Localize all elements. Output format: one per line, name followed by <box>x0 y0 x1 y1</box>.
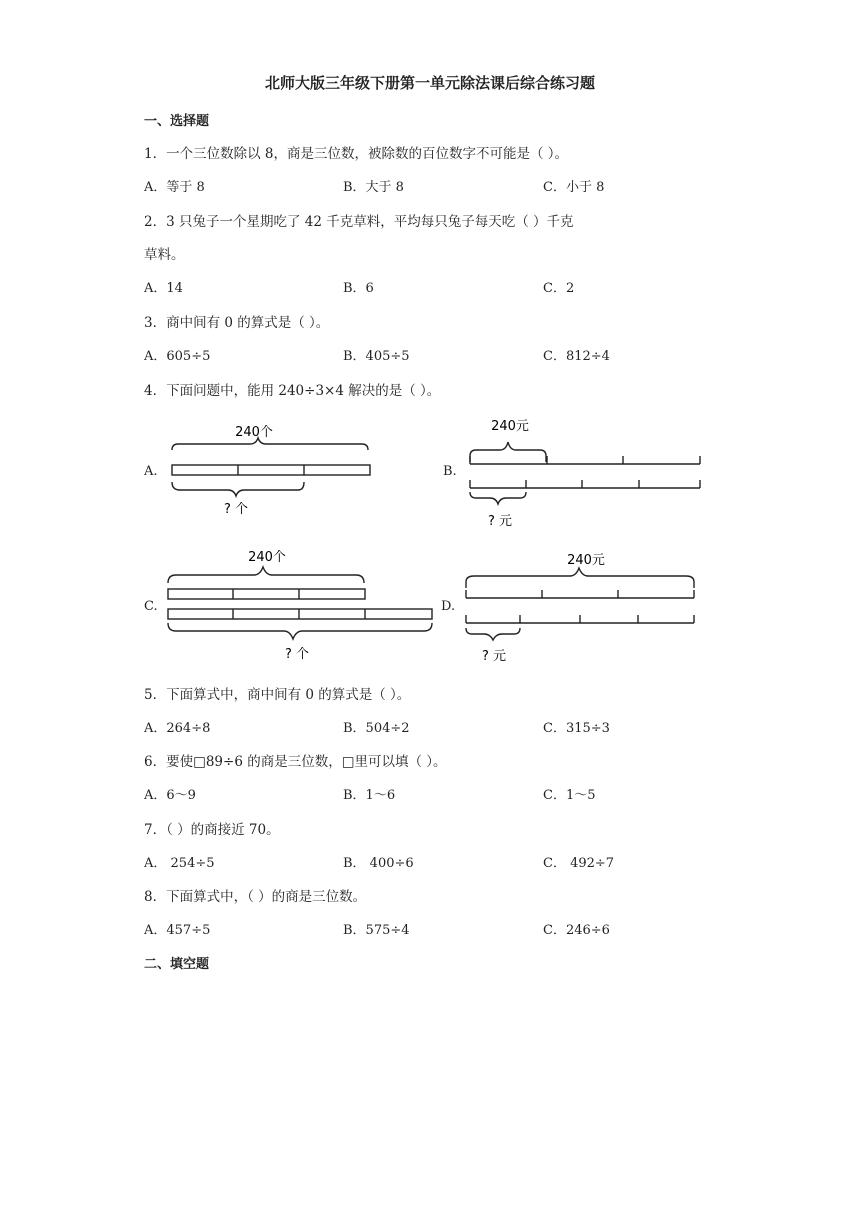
question-7-option-b[interactable]: B． 400÷6 <box>343 856 414 871</box>
question-7-option-c[interactable]: C． 492÷7 <box>543 856 615 871</box>
diagram-c-top-label: 240个 <box>248 550 286 565</box>
question-5-option-b[interactable]: B．504÷2 <box>343 721 410 736</box>
diagram-a-top-label: 240个 <box>235 425 273 440</box>
diagram-b-top-label: 240元 <box>491 419 529 434</box>
section-heading-choice: 一、选择题 <box>144 114 210 129</box>
question-7-stem: 7．（ ）的商接近 70。 <box>144 822 280 838</box>
question-6-stem: 6．要使□89÷6 的商是三位数，□里可以填（ ）。 <box>144 754 447 770</box>
diagram-c <box>162 545 437 665</box>
question-6-option-a[interactable]: A．6～9 <box>144 788 196 803</box>
question-2-option-b[interactable]: B．6 <box>343 281 374 296</box>
question-6-option-c[interactable]: C．1～5 <box>543 788 596 803</box>
diagram-d <box>458 548 703 668</box>
question-3-option-b[interactable]: B．405÷5 <box>343 349 410 364</box>
question-1-option-b[interactable]: B．大于 8 <box>343 180 404 195</box>
question-4-option-b-label[interactable]: B. <box>443 464 457 479</box>
question-2-stem-continued: 草料。 <box>144 247 185 263</box>
question-2-option-a[interactable]: A．14 <box>144 281 183 296</box>
question-4-stem: 4．下面问题中，能用 240÷3×4 解决的是（ ）。 <box>144 383 441 399</box>
question-3-option-a[interactable]: A．605÷5 <box>144 349 211 364</box>
diagram-c-bottom-label: ? 个 <box>284 647 310 662</box>
diagram-d-top-label: 240元 <box>567 553 605 568</box>
question-2-stem: 2．3 只兔子一个星期吃了 42 千克草料，平均每只兔子每天吃（ ）千克 <box>144 214 574 230</box>
question-5-option-a[interactable]: A．264÷8 <box>144 721 211 736</box>
question-1-option-c[interactable]: C．小于 8 <box>543 180 605 195</box>
question-2-option-c[interactable]: C．2 <box>543 281 575 296</box>
question-5-option-c[interactable]: C．315÷3 <box>543 721 610 736</box>
question-4-option-d-label[interactable]: D. <box>441 599 456 614</box>
question-8-option-b[interactable]: B．575÷4 <box>343 923 410 938</box>
question-8-option-c[interactable]: C．246÷6 <box>543 923 610 938</box>
question-4-option-a-label[interactable]: A. <box>144 464 158 479</box>
diagram-a <box>166 420 376 520</box>
question-6-option-b[interactable]: B．1～6 <box>343 788 396 803</box>
diagram-b-bottom-label: ? 元 <box>487 514 513 529</box>
question-3-stem: 3．商中间有 0 的算式是（ ）。 <box>144 315 330 331</box>
question-7-option-a[interactable]: A． 254÷5 <box>144 856 215 871</box>
question-3-option-c[interactable]: C．812÷4 <box>543 349 610 364</box>
question-1-option-a[interactable]: A．等于 8 <box>144 180 205 195</box>
question-5-stem: 5．下面算式中，商中间有 0 的算式是（ ）。 <box>144 687 411 703</box>
diagram-b <box>462 410 707 535</box>
diagram-a-bottom-label: ? 个 <box>223 502 249 517</box>
question-8-option-a[interactable]: A．457÷5 <box>144 923 211 938</box>
page-title: 北师大版三年级下册第一单元除法课后综合练习题 <box>264 74 595 92</box>
question-8-stem: 8．下面算式中，（ ）的商是三位数。 <box>144 889 367 905</box>
question-1-stem: 1．一个三位数除以 8，商是三位数，被除数的百位数字不可能是（ ）。 <box>144 146 569 162</box>
section-heading-fill: 二、填空题 <box>144 957 210 972</box>
diagram-d-bottom-label: ? 元 <box>481 649 507 664</box>
question-4-option-c-label[interactable]: C. <box>144 599 158 614</box>
